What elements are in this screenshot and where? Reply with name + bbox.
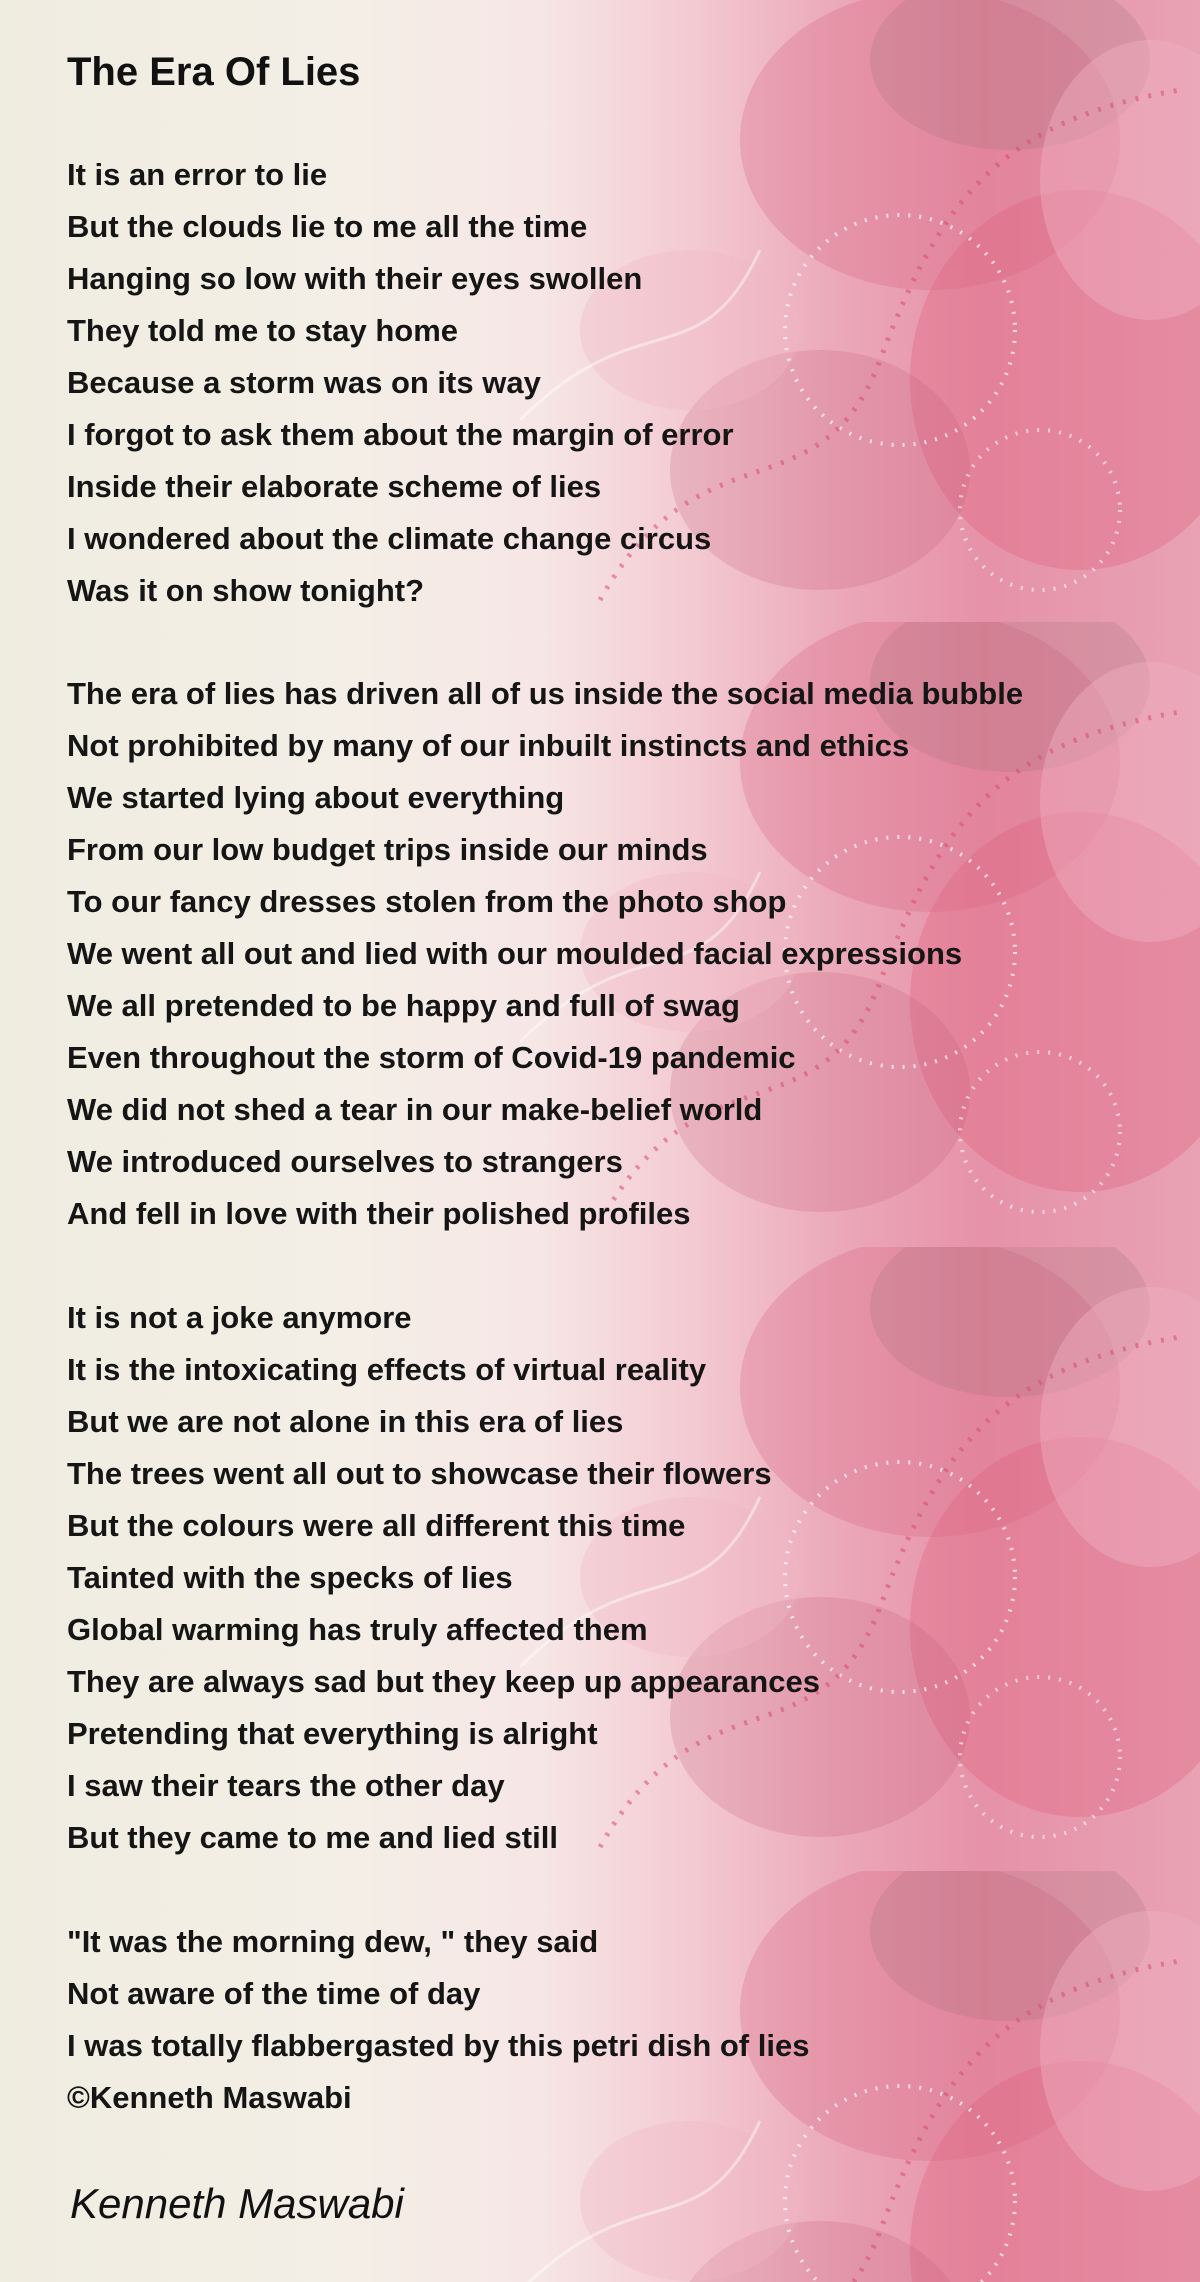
poem-line: ©Kenneth Maswabi <box>67 2080 352 2115</box>
poem-line: But the clouds lie to me all the time <box>67 209 588 244</box>
author-signature: Kenneth Maswabi <box>70 2180 404 2227</box>
poem-line: It is not a joke anymore <box>67 1300 412 1335</box>
poem-line: The era of lies has driven all of us inside the social media bubble <box>67 676 1024 711</box>
poem-line: I saw their tears the other day <box>67 1768 505 1803</box>
poem-title: The Era Of Lies <box>67 50 361 94</box>
poem-line: From our low budget trips inside our minds <box>67 832 708 867</box>
poem-line: I wondered about the climate change circus <box>67 521 712 556</box>
poem-line: Global warming has truly affected them <box>67 1612 648 1647</box>
poem-line: We went all out and lied with our moulded facial expressions <box>67 936 963 971</box>
poem-line: We all pretended to be happy and full of swag <box>67 988 740 1023</box>
poem-line: They told me to stay home <box>67 313 459 348</box>
poem-line: And fell in love with their polished profiles <box>67 1196 691 1231</box>
poem-line: We introduced ourselves to strangers <box>67 1144 623 1179</box>
poem-line: Not aware of the time of day <box>67 1976 481 2011</box>
poem-line: Pretending that everything is alright <box>67 1716 598 1751</box>
poem-line: But we are not alone in this era of lies <box>67 1404 624 1439</box>
poem-line: Because a storm was on its way <box>67 365 541 400</box>
poem-line: I was totally flabbergasted by this petri dish of lies <box>67 2028 810 2063</box>
poem-line: Even throughout the storm of Covid-19 pandemic <box>67 1040 796 1075</box>
poem-line: Not prohibited by many of our inbuilt instincts and ethics <box>67 728 910 763</box>
poem-line: "It was the morning dew, " they said <box>67 1924 599 1959</box>
poem-line: Tainted with the specks of lies <box>67 1560 513 1595</box>
poem-line: We started lying about everything <box>67 780 565 815</box>
poem-line: It is an error to lie <box>67 157 328 192</box>
poem-line: It is the intoxicating effects of virtual reality <box>67 1352 707 1387</box>
poem-line: The trees went all out to showcase their flowers <box>67 1456 772 1491</box>
poem-line: Inside their elaborate scheme of lies <box>67 469 602 504</box>
poem-line: To our fancy dresses stolen from the photo shop <box>67 884 787 919</box>
poem-line: We did not shed a tear in our make-belief world <box>67 1092 763 1127</box>
poem-line: I forgot to ask them about the margin of error <box>67 417 734 452</box>
poem-line: But they came to me and lied still <box>67 1820 558 1855</box>
poem-line: They are always sad but they keep up appearances <box>67 1664 820 1699</box>
poem-line: Hanging so low with their eyes swollen <box>67 261 643 296</box>
poem-line: But the colours were all different this time <box>67 1508 686 1543</box>
poem-line: Was it on show tonight? <box>67 573 425 608</box>
